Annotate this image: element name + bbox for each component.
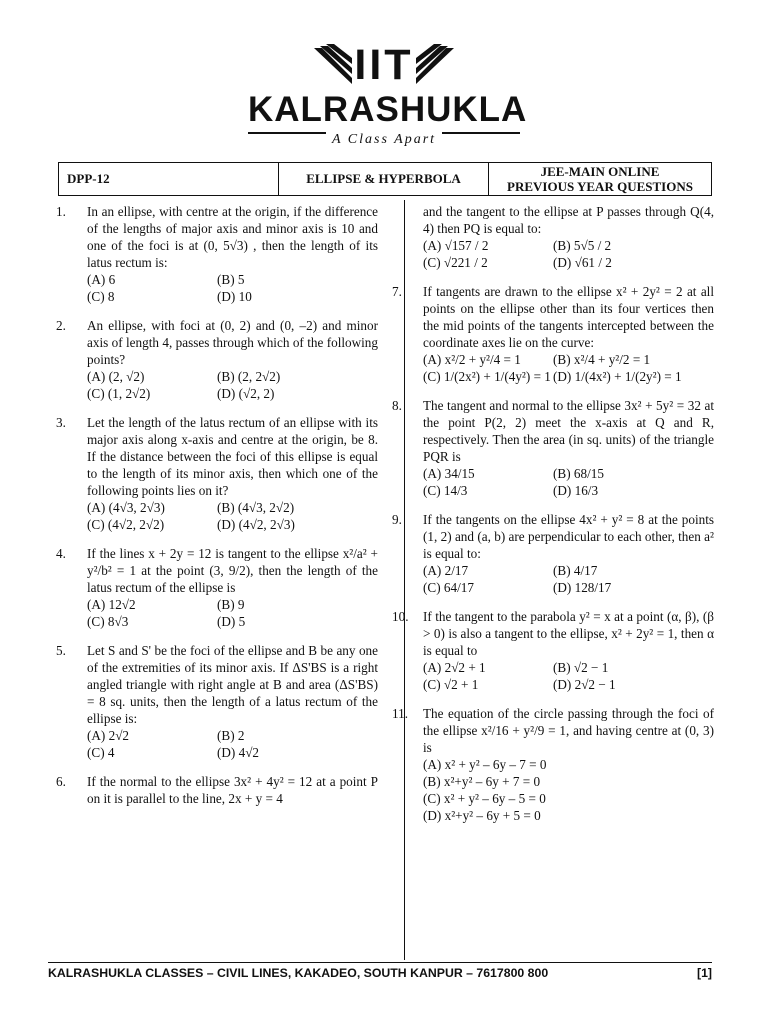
question-number: 4.: [56, 546, 66, 561]
answer-option: (C) 64/17: [423, 580, 474, 595]
answer-options: [87, 596, 378, 630]
answer-option: (A) (4√3, 2√3): [87, 500, 165, 515]
answer-option: (A) √157 / 2: [423, 238, 489, 253]
answer-option: (A) x²/2 + y²/4 = 1: [423, 352, 521, 367]
answer-option: (A) 34/15: [423, 466, 475, 481]
answer-option: (D) 10: [217, 289, 252, 304]
answer-option: (A) x² + y² – 6y – 7 = 0: [423, 757, 547, 772]
exam-line1: JEE-MAIN ONLINE: [540, 164, 660, 179]
answer-option: (C) 8: [87, 289, 115, 304]
brand-logo: [248, 40, 528, 155]
left-column: [56, 203, 378, 807]
question-text: Let S and S' be the foci of the ellipse and B be any one of the extremities of its minor axis. If ΔS'BS is a right angled triangle with right angle at B and area (ΔS'BS) = 8 sq. units, then the length of a latus rectum of the ellipse is:: [87, 643, 378, 726]
answer-options: [87, 499, 378, 533]
answer-option: (D) 4√2: [217, 745, 260, 760]
question-number: 8.: [392, 398, 402, 413]
exam-line2: PREVIOUS YEAR QUESTIONS: [507, 179, 693, 194]
answer-option: (C) √2 + 1: [423, 677, 479, 692]
question-number: 10.: [392, 609, 409, 624]
answer-option: (A) 6: [87, 272, 116, 287]
question-text: If the normal to the ellipse 3x² + 4y² = 12 at a point P on it is parallel to the line, 2x + y = 4: [87, 774, 378, 806]
sheet-header: [58, 162, 712, 196]
answer-options: [87, 727, 378, 761]
answer-options: [423, 562, 714, 596]
question-number: 9.: [392, 512, 402, 527]
answer-option: (C) 8√3: [87, 614, 129, 629]
answer-option: (B) x²+y² – 6y + 7 = 0: [423, 774, 541, 789]
answer-option: (B) 4/17: [553, 563, 598, 578]
question-item: [56, 203, 378, 305]
answer-option: (B) 9: [217, 597, 245, 612]
answer-option: (D) 5: [217, 614, 246, 629]
answer-option: (B) 5: [217, 272, 245, 287]
footer-address: KALRASHUKLA CLASSES – CIVIL LINES, KAKADEO, SOUTH KANPUR – 7617800 800: [48, 966, 549, 980]
question-number: 3.: [56, 415, 66, 430]
question-text: If tangents are drawn to the ellipse x² + 2y² = 2 at all points on the ellipse other than its four vertices then the mid points of the tangents intercepted between the coordinate axes lie on the curve:: [423, 284, 714, 350]
answer-option: (B) √2 − 1: [553, 660, 609, 675]
answer-option: (D) (4√2, 2√3): [217, 517, 295, 532]
question-text: An ellipse, with foci at (0, 2) and (0, –2) and minor axis of length 4, passes through which of the following points?: [87, 318, 378, 367]
answer-option: (C) x² + y² – 6y – 5 = 0: [423, 791, 546, 806]
answer-option: (B) 5√5 / 2: [553, 238, 612, 253]
question-item: [392, 397, 714, 499]
answer-option: (C) (1, 2√2): [87, 386, 151, 401]
question-item: [392, 203, 714, 271]
question-number: 5.: [56, 643, 66, 658]
question-text: The tangent and normal to the ellipse 3x² + 5y² = 32 at the point P(2, 2) meet the x-axis at Q and R, respectively. Then the area (in sq. units) of the triangle PQR is: [423, 398, 714, 464]
logo-iit: IIT: [354, 41, 414, 89]
question-number: 11.: [392, 706, 408, 721]
dpp-code: DPP-12: [59, 163, 279, 195]
answer-option: (C) 14/3: [423, 483, 468, 498]
answer-option: (C) 1/(2x²) + 1/(4y²) = 1: [423, 369, 551, 384]
answer-option: (D) x²+y² – 6y + 5 = 0: [423, 808, 541, 823]
question-text: The equation of the circle passing through the foci of the ellipse x²/16 + y²/9 = 1, and having centre at (0, 3) is: [423, 706, 714, 755]
answer-option: (B) 2: [217, 728, 245, 743]
answer-option: (C) √221 / 2: [423, 255, 488, 270]
topic-title: ELLIPSE & HYPERBOLA: [279, 163, 489, 195]
exam-label: [489, 163, 711, 195]
answer-options: [87, 271, 378, 305]
question-number: 6.: [56, 774, 66, 789]
logo-brand: KALRASHUKLA: [248, 90, 528, 129]
answer-options: [87, 368, 378, 402]
logo-tagline: A Class Apart: [248, 132, 520, 148]
question-item: [56, 545, 378, 630]
answer-options: [423, 659, 714, 693]
answer-option: (B) (4√3, 2√2): [217, 500, 295, 515]
answer-option: (B) (2, 2√2): [217, 369, 281, 384]
answer-options: [423, 465, 714, 499]
question-text: If the tangent to the parabola y² = x at a point (α, β), (β > 0) is also a tangent to the ellipse, x² + 2y² = 1, then α is equal to: [423, 609, 714, 658]
answer-option: (C) (4√2, 2√2): [87, 517, 165, 532]
answer-options: [423, 237, 714, 271]
question-item: [392, 511, 714, 596]
question-text: and the tangent to the ellipse at P passes through Q(4, 4) then PQ is equal to:: [423, 204, 714, 236]
page-footer: [48, 962, 712, 980]
question-item: [56, 642, 378, 761]
answer-options: [423, 756, 714, 824]
answer-option: (D) 128/17: [553, 580, 612, 595]
question-item: [56, 317, 378, 402]
answer-option: (D) 2√2 − 1: [553, 677, 616, 692]
answer-option: (C) 4: [87, 745, 115, 760]
question-number: 7.: [392, 284, 402, 299]
page-number: [1]: [696, 966, 712, 980]
question-number: 1.: [56, 204, 66, 219]
answer-option: (A) 2/17: [423, 563, 469, 578]
answer-option: (D) 16/3: [553, 483, 599, 498]
answer-option: (B) x²/4 + y²/2 = 1: [553, 352, 651, 367]
answer-option: (A) 2√2: [87, 728, 130, 743]
right-column: [392, 203, 714, 824]
answer-options: [423, 351, 714, 385]
question-text: In an ellipse, with centre at the origin, if the difference of the lengths of major axis and minor axis is 10 and one of the foci is at (0, 5√3) , then the length of its latus rectum is:: [87, 204, 378, 270]
question-number: 2.: [56, 318, 66, 333]
answer-option: (D) √61 / 2: [553, 255, 612, 270]
question-item: [392, 283, 714, 385]
answer-option: (A) 2√2 + 1: [423, 660, 486, 675]
question-text: Let the length of the latus rectum of an ellipse with its major axis along x-axis and centre at the origin, be 8. If the distance between the foci of this ellipse is equal to the length of its minor axis, then which one of the following points lies on it?: [87, 415, 378, 498]
question-item: [56, 414, 378, 533]
question-item: [392, 705, 714, 824]
answer-option: (D) 1/(4x²) + 1/(2y²) = 1: [553, 369, 682, 384]
answer-option: (A) 12√2: [87, 597, 136, 612]
answer-option: (D) (√2, 2): [217, 386, 275, 401]
answer-option: (B) 68/15: [553, 466, 604, 481]
question-item: [392, 608, 714, 693]
answer-option: (A) (2, √2): [87, 369, 145, 384]
question-text: If the tangents on the ellipse 4x² + y² = 8 at the points (1, 2) and (a, b) are perpendicular to each other, then a² is equal to:: [423, 512, 714, 561]
question-item: [56, 773, 378, 807]
question-text: If the lines x + 2y = 12 is tangent to the ellipse x²/a² + y²/b² = 1 at the point (3, 9/2), then the length of the latus rectum of the ellipse is: [87, 546, 378, 595]
